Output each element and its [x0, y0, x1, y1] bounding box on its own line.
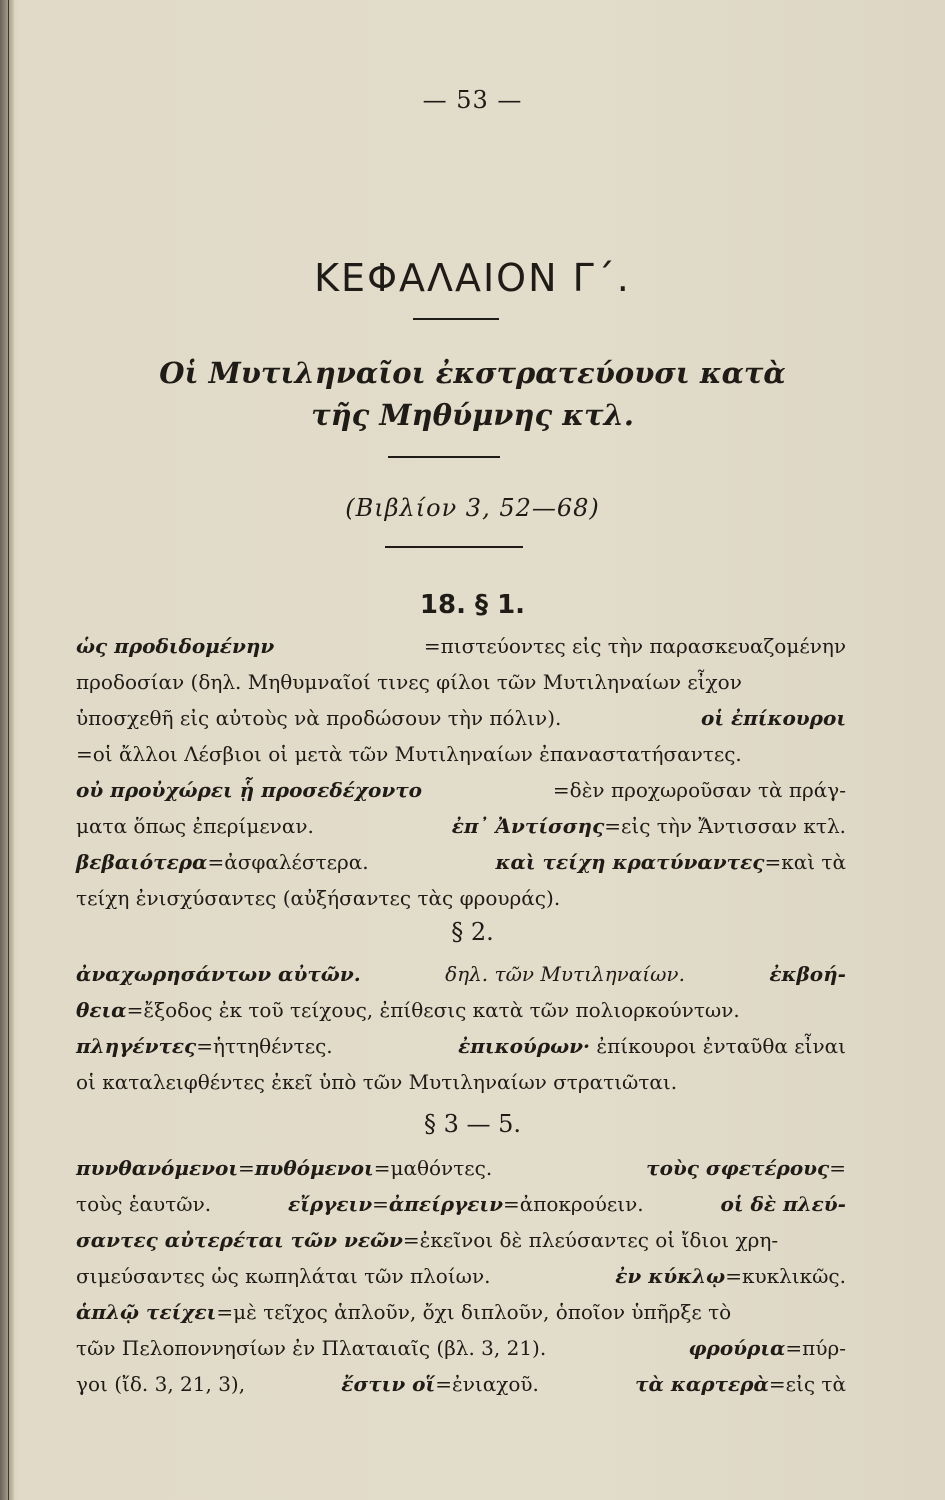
text-line	[76, 880, 846, 916]
gloss: προδοσίαν (δηλ. Μηθυμναῖοί τινες φίλοι τῶν Μυτιληναίων εἶχον	[76, 670, 742, 694]
headword: σαντες αὐτερέται τῶν νεῶν	[76, 1228, 403, 1252]
gloss: =καὶ τὰ	[764, 850, 846, 874]
chapter-title-line-2: τῆς Μηθύμνης κτλ.	[311, 398, 634, 432]
text-line	[76, 808, 846, 844]
headword: οὐ προὐχώρει ᾗ προσεδέχοντο	[76, 778, 422, 802]
headword: τὰ καρτερὰ	[635, 1372, 769, 1396]
text-line	[76, 1258, 846, 1294]
entry	[288, 1186, 644, 1222]
gloss: ὑποσχεθῆ εἰς αὐτοὺς νὰ προδώσουν τὴν πόλιν).	[76, 706, 562, 730]
headword: πυθόμενοι	[254, 1156, 374, 1180]
text-line	[76, 956, 846, 992]
text-line	[76, 1150, 846, 1186]
headword: οἱ ἐπίκουροι	[701, 706, 846, 730]
gloss: =	[238, 1156, 255, 1180]
headword: ἐπικούρων·	[458, 1034, 590, 1058]
entry	[646, 1150, 846, 1186]
section-heading-3-5: § 3 — 5.	[423, 1110, 522, 1138]
gloss: =μὲ τεῖχος ἁπλοῦν, ὄχι διπλοῦν, ὁποῖον ὑπῆρξε τὸ	[216, 1300, 732, 1324]
headword: ἔστιν οἵ	[341, 1372, 436, 1396]
headword: εἴργειν	[288, 1192, 373, 1216]
gloss: =δὲν προχωροῦσαν τὰ πράγ-	[552, 778, 846, 802]
gloss: =ἐκεῖνοι δὲ πλεύσαντες οἱ ἴδιοι χρη-	[402, 1228, 779, 1252]
gloss: =	[372, 1192, 389, 1216]
section-heading-18-1-text: 18. § 1.	[419, 590, 526, 620]
book-spine-shadow	[0, 0, 14, 1500]
entry	[615, 1258, 846, 1294]
text-line	[76, 664, 846, 700]
gloss: =εἰς τὰ	[768, 1372, 846, 1396]
text-line	[76, 1330, 846, 1366]
text-line	[76, 700, 846, 736]
text-line	[76, 772, 846, 808]
gloss: τῶν Πελοποννησίων ἐν Πλαταιαῖς (βλ. 3, 21).	[76, 1336, 547, 1360]
entry	[341, 1366, 539, 1402]
section-heading-2: § 2.	[451, 918, 494, 946]
headword: θεια	[76, 998, 127, 1022]
text-line	[76, 1186, 846, 1222]
chapter-title	[80, 352, 865, 436]
gloss: =ἀποκρούειν.	[502, 1192, 644, 1216]
paragraph-section-3-5	[76, 1150, 846, 1402]
entry	[76, 1150, 492, 1186]
gloss: τοὺς ἑαυτῶν.	[76, 1192, 212, 1216]
headword: ἐν κύκλῳ	[615, 1264, 726, 1288]
headword: ἀπείργειν	[388, 1192, 503, 1216]
entry	[635, 1366, 846, 1402]
gloss: =πύρ-	[785, 1336, 846, 1360]
divider-rule-1	[413, 318, 499, 320]
entry	[688, 1330, 846, 1366]
headword: ὡς προδιδομένην	[76, 634, 275, 658]
gloss: ματα ὅπως ἐπερίμεναν.	[76, 814, 314, 838]
text-line	[76, 844, 846, 880]
gloss: οἱ καταλειφθέντες ἐκεῖ ὑπὸ τῶν Μυτιληναίων στρατιῶται.	[76, 1070, 678, 1094]
divider-rule-2	[388, 456, 500, 458]
headword: τοὺς σφετέρους	[646, 1156, 830, 1180]
gloss: =ἡττηθέντες.	[196, 1034, 333, 1058]
entry	[76, 844, 369, 880]
text-line	[76, 736, 846, 772]
spine-edge-line	[8, 0, 9, 1500]
book-reference: (Βιβλίον 3, 52—68)	[345, 494, 600, 522]
headword: ἀναχωρησάντων αὐτῶν.	[76, 962, 361, 986]
headword: πληγέντες	[76, 1034, 197, 1058]
gloss: τείχη ἐνισχύσαντες (αὐξήσαντες τὰς φρουράς).	[76, 886, 561, 910]
gloss: =πιστεύοντες εἰς τὴν παρασκευαζομένην	[423, 634, 846, 658]
gloss: σιμεύσαντες ὡς κωπηλάται τῶν πλοίων.	[76, 1264, 491, 1288]
section-heading-18-1	[0, 590, 945, 620]
gloss: =ἀσφαλέστερα.	[207, 850, 369, 874]
entry	[76, 992, 740, 1028]
gloss: =εἰς τὴν Ἄντισσαν κτλ.	[604, 814, 846, 838]
gloss: =κυκλικῶς.	[725, 1264, 846, 1288]
page-number: — 53 —	[422, 86, 523, 114]
entry	[458, 1028, 846, 1064]
gloss: =ἔξοδος ἐκ τοῦ τείχους, ἐπίθεσις κατὰ τῶν πολιορκούντων.	[126, 998, 740, 1022]
text-line	[76, 1222, 846, 1258]
gloss: =	[829, 1156, 846, 1180]
text-line	[76, 1064, 846, 1100]
headword: καὶ τείχη κρατύναντες	[495, 850, 765, 874]
headword: οἱ δὲ πλεύ-	[720, 1192, 846, 1216]
headword: βεβαιότερα	[76, 850, 208, 874]
text-line	[76, 1028, 846, 1064]
entry	[76, 1222, 778, 1258]
paragraph-section-2	[76, 956, 846, 1100]
text-line	[76, 1366, 846, 1402]
headword: ἁπλῷ τείχει	[76, 1300, 217, 1324]
entry	[496, 844, 846, 880]
text-line	[76, 1294, 846, 1330]
gloss: δηλ. τῶν Μυτιληναίων.	[445, 962, 685, 986]
gloss: ἐπίκουροι ἐνταῦθα εἶναι	[596, 1034, 846, 1058]
entry	[76, 1294, 731, 1330]
headword: φρούρια	[688, 1336, 786, 1360]
divider-rule-3	[385, 546, 523, 548]
entry	[452, 808, 846, 844]
gloss: =μαθόντες.	[373, 1156, 493, 1180]
gloss: =οἱ ἄλλοι Λέσβιοι οἱ μετὰ τῶν Μυτιληναίων ἐπαναστατήσαντες.	[76, 742, 742, 766]
text-line	[76, 628, 846, 664]
paragraph-section-1	[76, 628, 846, 916]
chapter-heading: ΚΕΦΑΛΑΙΟΝ Γ΄.	[314, 256, 631, 300]
headword: πυνθανόμενοι	[76, 1156, 239, 1180]
entry	[76, 1028, 333, 1064]
gloss: γοι (ἴδ. 3, 21, 3),	[76, 1372, 246, 1396]
gloss: =ἐνιαχοῦ.	[435, 1372, 539, 1396]
text-line	[76, 992, 846, 1028]
headword: ἐκβοή-	[769, 962, 846, 986]
headword: ἐπ᾽ Ἀντίσσης	[451, 814, 605, 838]
chapter-title-line-1: Οἱ Μυτιληναῖοι ἐκστρατεύουσι κατὰ	[159, 356, 786, 390]
